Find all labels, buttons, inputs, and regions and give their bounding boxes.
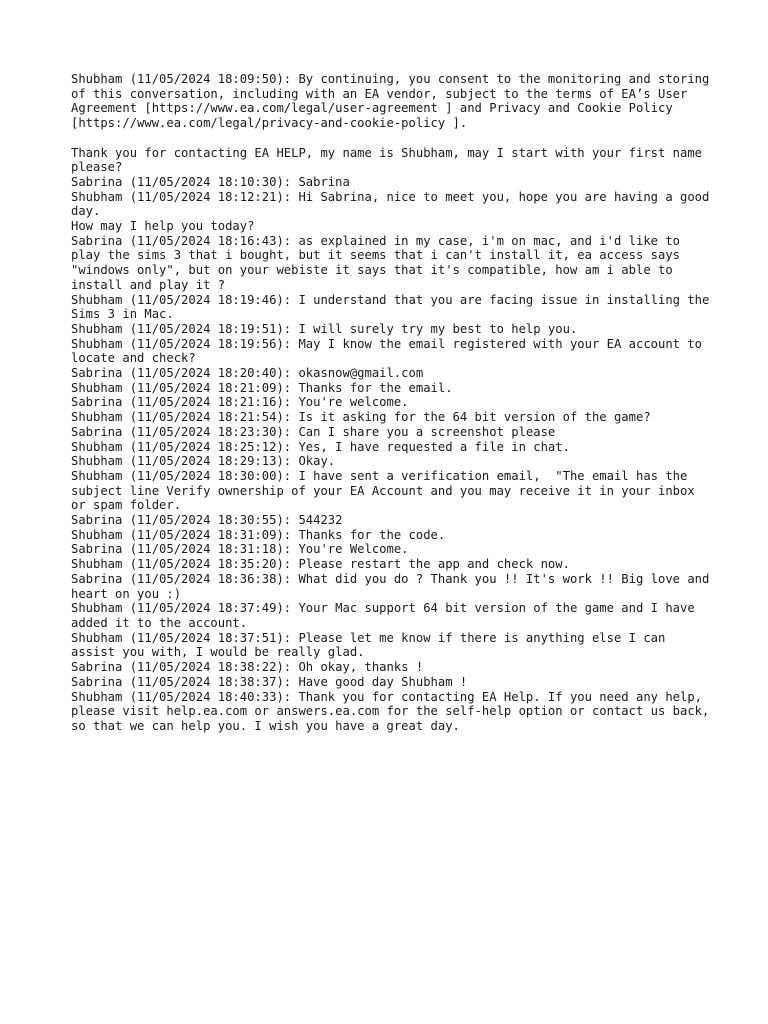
chat-message: Shubham (11/05/2024 18:31:09): Thanks for the code. (71, 527, 446, 542)
chat-message: Shubham (11/05/2024 18:30:00): I have sent a verification email, "The email has the subject line Verify ownership of your EA Account and you may receive it in your inbox or spam folder. (71, 468, 703, 513)
chat-message: Shubham (11/05/2024 18:09:50): By continuing, you consent to the monitoring and storing of this conversation, including with an EA vendor, subject to the terms of EA’s User Agreement [https://www.ea.com/legal/user-agreement ] and Privacy and Cookie Policy [https://www.ea.com/legal/privacy-and-cookie-policy ]. (71, 72, 717, 131)
chat-message: Shubham (11/05/2024 18:35:20): Please restart the app and check now. (71, 557, 570, 572)
chat-transcript (71, 72, 717, 734)
chat-message: Sabrina (11/05/2024 18:36:38): What did you do ? Thank you !! It's work !! Big love and heart on you :) (71, 571, 717, 601)
chat-message: Shubham (11/05/2024 18:19:46): I understand that you are facing issue in installing the Sims 3 in Mac. (71, 292, 717, 322)
chat-message: Thank you for contacting EA HELP, my name is Shubham, may I start with your first name please? (71, 145, 710, 175)
chat-message: Shubham (11/05/2024 18:29:13): Okay. (71, 454, 336, 469)
chat-message: Shubham (11/05/2024 18:40:33): Thank you for contacting EA Help. If you need any help, please visit help.ea.com or answers.ea.com for the self-help option or contact us back, so that we can help you. I wish you have a great day. (71, 689, 717, 733)
chat-message: Shubham (11/05/2024 18:12:21): Hi Sabrina, nice to meet you, hope you are having a good day. (71, 189, 717, 219)
chat-message: Sabrina (11/05/2024 18:21:16): You're welcome. (71, 395, 409, 410)
chat-message: Sabrina (11/05/2024 18:20:40): okasnow@gmail.com (71, 366, 424, 381)
chat-message: Sabrina (11/05/2024 18:30:55): 544232 (71, 513, 343, 528)
chat-message: Sabrina (11/05/2024 18:31:18): You're Welcome. (71, 542, 409, 557)
chat-message: Shubham (11/05/2024 18:25:12): Yes, I have requested a file in chat. (71, 439, 570, 454)
chat-message: Shubham (11/05/2024 18:37:51): Please let me know if there is anything else I can assist you with, I would be really glad. (71, 630, 673, 660)
chat-message: Sabrina (11/05/2024 18:38:22): Oh okay, thanks ! (71, 660, 424, 675)
chat-message: Shubham (11/05/2024 18:21:09): Thanks for the email. (71, 380, 453, 395)
blank-line (71, 131, 711, 146)
chat-message: How may I help you today? (71, 219, 255, 234)
chat-message: Sabrina (11/05/2024 18:16:43): as explained in my case, i'm on mac, and i'd like to play the sims 3 that i bought, but it seems that i can't install it, ea access says "windows only", but on your webiste it says that it's compatible, how am i able to install and play it ? (71, 233, 688, 292)
chat-message: Sabrina (11/05/2024 18:38:37): Have good day Shubham ! (71, 674, 468, 689)
chat-message: Sabrina (11/05/2024 18:10:30): Sabrina (71, 174, 350, 189)
chat-message: Shubham (11/05/2024 18:21:54): Is it asking for the 64 bit version of the game? (71, 410, 651, 425)
chat-message: Shubham (11/05/2024 18:19:51): I will surely try my best to help you. (71, 321, 578, 336)
chat-message: Shubham (11/05/2024 18:19:56): May I know the email registered with your EA account to locate and check? (71, 336, 710, 366)
chat-message: Shubham (11/05/2024 18:37:49): Your Mac support 64 bit version of the game and I have added it to the account. (71, 601, 703, 630)
chat-message: Sabrina (11/05/2024 18:23:30): Can I share you a screenshot please (71, 424, 556, 439)
